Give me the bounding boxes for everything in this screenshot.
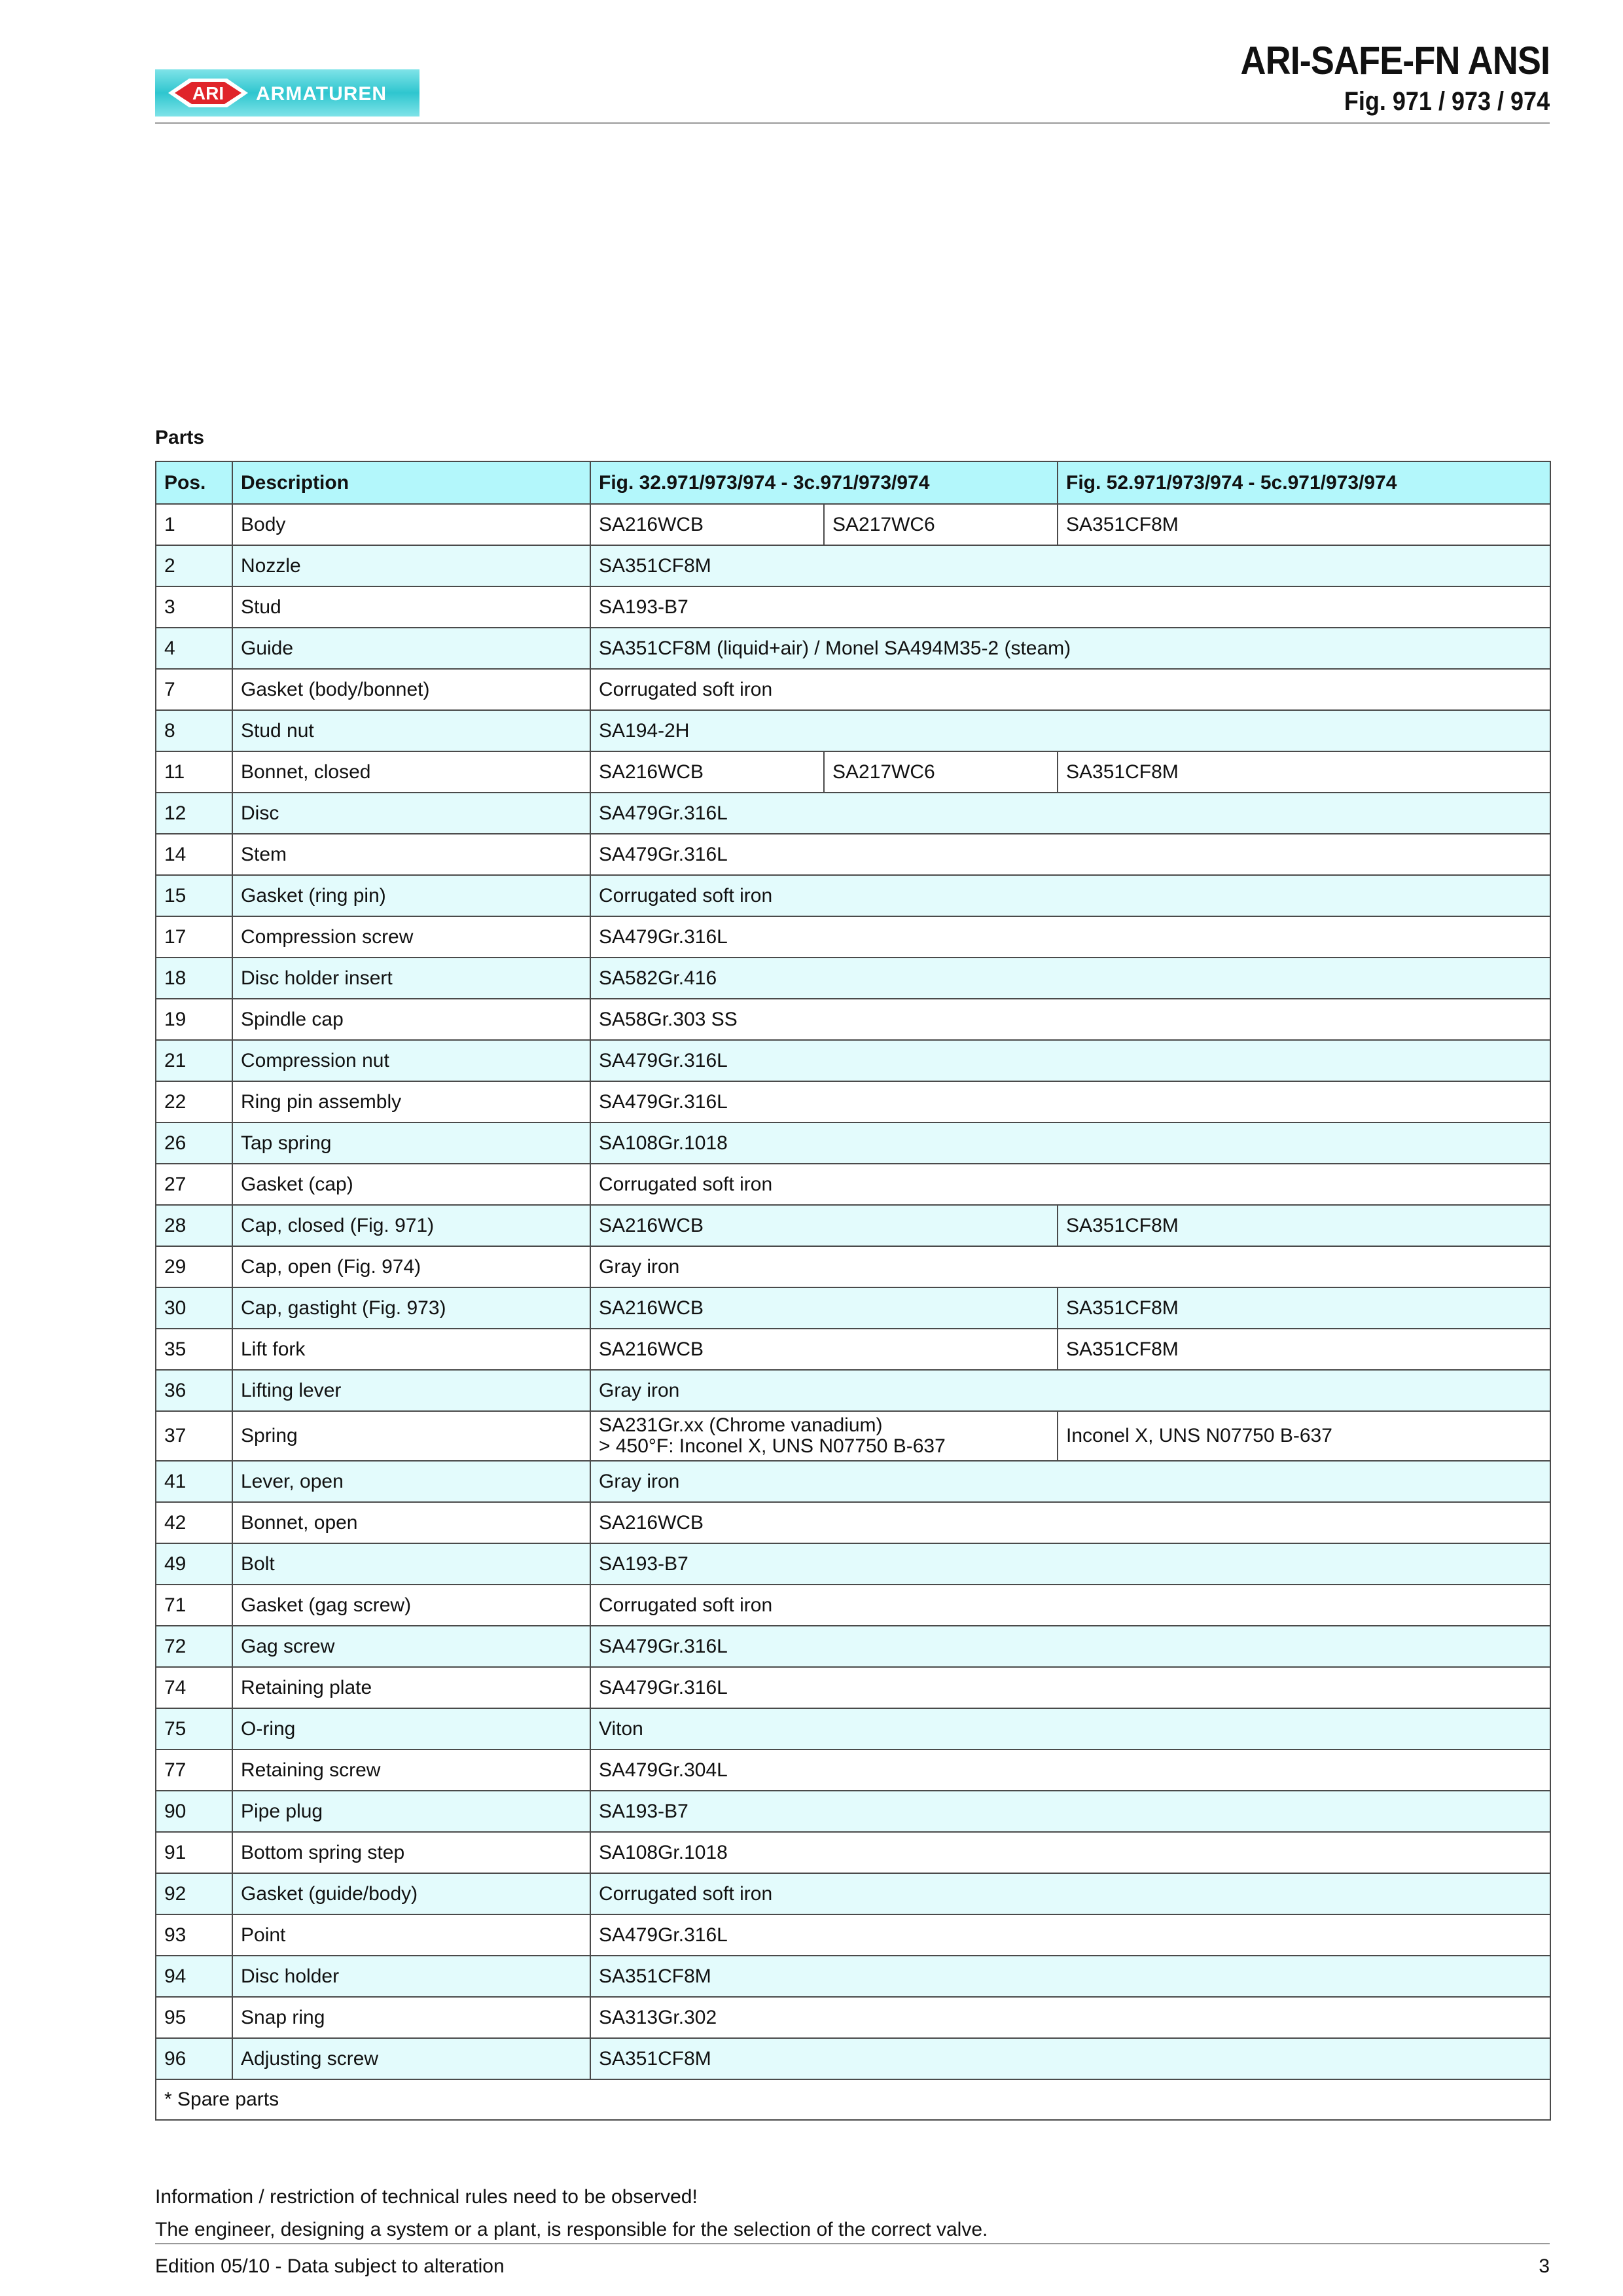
table-row bbox=[156, 1585, 1550, 1626]
cell-pos: 27 bbox=[156, 1164, 232, 1205]
cell-pos: 96 bbox=[156, 2038, 232, 2079]
cell-description: Lever, open bbox=[232, 1461, 590, 1502]
cell-pos: 37 bbox=[156, 1411, 232, 1461]
cell-material-fig32: SA216WCB bbox=[590, 1329, 1058, 1370]
cell-description: Stud bbox=[232, 586, 590, 628]
table-row bbox=[156, 1956, 1550, 1997]
cell-description: Disc holder insert bbox=[232, 958, 590, 999]
cell-description: Lift fork bbox=[232, 1329, 590, 1370]
table-row bbox=[156, 2038, 1550, 2079]
cell-material: SA479Gr.316L bbox=[590, 1626, 1550, 1667]
cell-material: SA479Gr.316L bbox=[590, 793, 1550, 834]
page-number: 3 bbox=[1539, 2255, 1550, 2277]
cell-description: Adjusting screw bbox=[232, 2038, 590, 2079]
cell-material: SA216WCB bbox=[590, 1502, 1550, 1543]
cell-pos: 3 bbox=[156, 586, 232, 628]
cell-material: Viton bbox=[590, 1708, 1550, 1749]
cell-pos: 74 bbox=[156, 1667, 232, 1708]
cell-pos: 1 bbox=[156, 504, 232, 545]
cell-description: Retaining plate bbox=[232, 1667, 590, 1708]
cell-pos: 2 bbox=[156, 545, 232, 586]
document-subtitle: Fig. 971 / 973 / 974 bbox=[1344, 87, 1550, 116]
section-title: Parts bbox=[155, 427, 205, 448]
cell-pos: 93 bbox=[156, 1914, 232, 1956]
cell-material: SA582Gr.416 bbox=[590, 958, 1550, 999]
cell-material-fig52: SA351CF8M bbox=[1058, 1205, 1550, 1246]
cell-material: SA313Gr.302 bbox=[590, 1997, 1550, 2038]
cell-material: SA351CF8M bbox=[590, 545, 1550, 586]
cell-pos: 26 bbox=[156, 1122, 232, 1164]
cell-description: Gasket (gag screw) bbox=[232, 1585, 590, 1626]
document-title-block bbox=[1206, 38, 1550, 117]
logo-ari-text: ARI bbox=[192, 83, 224, 103]
cell-description: Gasket (cap) bbox=[232, 1164, 590, 1205]
cell-material-fig32: SA216WCB bbox=[590, 1205, 1058, 1246]
cell-pos: 30 bbox=[156, 1287, 232, 1329]
cell-description: Bolt bbox=[232, 1543, 590, 1585]
table-row bbox=[156, 1246, 1550, 1287]
table-footnote: * Spare parts bbox=[156, 2079, 1550, 2120]
cell-description: Bottom spring step bbox=[232, 1832, 590, 1873]
cell-description: Gasket (guide/body) bbox=[232, 1873, 590, 1914]
cell-pos: 42 bbox=[156, 1502, 232, 1543]
cell-material-fig52: Inconel X, UNS N07750 B-637 bbox=[1058, 1411, 1550, 1461]
cell-material-fig32-a: SA216WCB bbox=[590, 504, 824, 545]
cell-description: O-ring bbox=[232, 1708, 590, 1749]
cell-description: Lifting lever bbox=[232, 1370, 590, 1411]
cell-material: SA193-B7 bbox=[590, 1791, 1550, 1832]
table-row bbox=[156, 1667, 1550, 1708]
cell-pos: 12 bbox=[156, 793, 232, 834]
cell-description: Cap, gastight (Fig. 973) bbox=[232, 1287, 590, 1329]
parts-table-body bbox=[156, 504, 1550, 2079]
table-row bbox=[156, 1914, 1550, 1956]
table-row bbox=[156, 1502, 1550, 1543]
cell-material: SA479Gr.316L bbox=[590, 1667, 1550, 1708]
cell-pos: 77 bbox=[156, 1749, 232, 1791]
cell-pos: 17 bbox=[156, 916, 232, 958]
note-line-1: Information / restriction of technical rules need to be observed! bbox=[155, 2186, 698, 2208]
cell-description: Stud nut bbox=[232, 710, 590, 751]
cell-description: Disc bbox=[232, 793, 590, 834]
cell-description: Snap ring bbox=[232, 1997, 590, 2038]
table-row bbox=[156, 1873, 1550, 1914]
table-row bbox=[156, 1370, 1550, 1411]
cell-description: Retaining screw bbox=[232, 1749, 590, 1791]
table-row bbox=[156, 1411, 1550, 1461]
cell-material: SA479Gr.316L bbox=[590, 1081, 1550, 1122]
cell-material: Gray iron bbox=[590, 1461, 1550, 1502]
cell-material-fig32: SA216WCB bbox=[590, 1287, 1058, 1329]
cell-description: Spindle cap bbox=[232, 999, 590, 1040]
table-row bbox=[156, 628, 1550, 669]
cell-description: Stem bbox=[232, 834, 590, 875]
table-row bbox=[156, 999, 1550, 1040]
table-row bbox=[156, 545, 1550, 586]
cell-material-fig32-a: SA216WCB bbox=[590, 751, 824, 793]
table-row bbox=[156, 751, 1550, 793]
cell-description: Cap, open (Fig. 974) bbox=[232, 1246, 590, 1287]
table-row bbox=[156, 1040, 1550, 1081]
table-row bbox=[156, 1081, 1550, 1122]
header-pos: Pos. bbox=[156, 461, 232, 504]
cell-description: Gasket (body/bonnet) bbox=[232, 669, 590, 710]
cell-material: SA58Gr.303 SS bbox=[590, 999, 1550, 1040]
cell-description: Spring bbox=[232, 1411, 590, 1461]
cell-pos: 22 bbox=[156, 1081, 232, 1122]
cell-material: SA479Gr.316L bbox=[590, 1914, 1550, 1956]
cell-material-fig52: SA351CF8M bbox=[1058, 504, 1550, 545]
cell-material: SA479Gr.316L bbox=[590, 834, 1550, 875]
cell-description: Bonnet, closed bbox=[232, 751, 590, 793]
cell-pos: 95 bbox=[156, 1997, 232, 2038]
cell-description: Tap spring bbox=[232, 1122, 590, 1164]
header-description: Description bbox=[232, 461, 590, 504]
cell-pos: 72 bbox=[156, 1626, 232, 1667]
cell-material: Corrugated soft iron bbox=[590, 1164, 1550, 1205]
table-row bbox=[156, 1122, 1550, 1164]
table-row bbox=[156, 710, 1550, 751]
cell-material-fig52: SA351CF8M bbox=[1058, 1287, 1550, 1329]
table-row bbox=[156, 504, 1550, 545]
cell-material: Gray iron bbox=[590, 1370, 1550, 1411]
footer-edition: Edition 05/10 - Data subject to alteration bbox=[155, 2255, 505, 2277]
header-fig-52: Fig. 52.971/973/974 - 5c.971/973/974 bbox=[1058, 461, 1550, 504]
cell-material: SA479Gr.316L bbox=[590, 916, 1550, 958]
logo-armaturen-text: ARMATUREN bbox=[256, 83, 387, 105]
cell-pos: 35 bbox=[156, 1329, 232, 1370]
table-row bbox=[156, 669, 1550, 710]
table-row bbox=[156, 1329, 1550, 1370]
cell-pos: 19 bbox=[156, 999, 232, 1040]
cell-description: Gasket (ring pin) bbox=[232, 875, 590, 916]
cell-description: Disc holder bbox=[232, 1956, 590, 1997]
table-row bbox=[156, 586, 1550, 628]
cell-description: Ring pin assembly bbox=[232, 1081, 590, 1122]
cell-description: Compression screw bbox=[232, 916, 590, 958]
table-row bbox=[156, 1997, 1550, 2038]
cell-pos: 75 bbox=[156, 1708, 232, 1749]
cell-material: SA194-2H bbox=[590, 710, 1550, 751]
cell-material: SA108Gr.1018 bbox=[590, 1832, 1550, 1873]
cell-material: Corrugated soft iron bbox=[590, 1873, 1550, 1914]
cell-material: SA351CF8M (liquid+air) / Monel SA494M35-2 (steam) bbox=[590, 628, 1550, 669]
cell-description: Nozzle bbox=[232, 545, 590, 586]
cell-description: Pipe plug bbox=[232, 1791, 590, 1832]
table-row bbox=[156, 1791, 1550, 1832]
table-row bbox=[156, 1164, 1550, 1205]
cell-pos: 7 bbox=[156, 669, 232, 710]
header-fig-32: Fig. 32.971/973/974 - 3c.971/973/974 bbox=[590, 461, 1058, 504]
table-row bbox=[156, 793, 1550, 834]
cell-pos: 28 bbox=[156, 1205, 232, 1246]
footer-divider bbox=[155, 2243, 1550, 2244]
table-row bbox=[156, 1626, 1550, 1667]
cell-material: Gray iron bbox=[590, 1246, 1550, 1287]
cell-material: SA479Gr.304L bbox=[590, 1749, 1550, 1791]
cell-material: SA193-B7 bbox=[590, 1543, 1550, 1585]
table-header-row bbox=[156, 461, 1550, 504]
cell-pos: 14 bbox=[156, 834, 232, 875]
cell-pos: 49 bbox=[156, 1543, 232, 1585]
cell-pos: 71 bbox=[156, 1585, 232, 1626]
cell-material-fig32 bbox=[590, 1411, 1058, 1461]
cell-pos: 94 bbox=[156, 1956, 232, 1997]
cell-material-fig32-b: SA217WC6 bbox=[824, 504, 1058, 545]
cell-pos: 8 bbox=[156, 710, 232, 751]
note-line-2: The engineer, designing a system or a plant, is responsible for the selection of the correct valve. bbox=[155, 2219, 988, 2240]
cell-description: Point bbox=[232, 1914, 590, 1956]
table-row bbox=[156, 1205, 1550, 1246]
table-row bbox=[156, 958, 1550, 999]
cell-description: Compression nut bbox=[232, 1040, 590, 1081]
cell-material-fig52: SA351CF8M bbox=[1058, 1329, 1550, 1370]
material-line-1: SA231Gr.xx (Chrome vanadium) bbox=[599, 1414, 883, 1436]
cell-description: Bonnet, open bbox=[232, 1502, 590, 1543]
header-divider bbox=[155, 122, 1550, 124]
parts-table bbox=[155, 461, 1551, 2121]
table-row bbox=[156, 1287, 1550, 1329]
cell-material-fig52: SA351CF8M bbox=[1058, 751, 1550, 793]
table-row bbox=[156, 1749, 1550, 1791]
cell-pos: 91 bbox=[156, 1832, 232, 1873]
cell-pos: 36 bbox=[156, 1370, 232, 1411]
table-row bbox=[156, 834, 1550, 875]
material-line-2: > 450°F: Inconel X, UNS N07750 B-637 bbox=[599, 1435, 946, 1457]
cell-material-fig32-b: SA217WC6 bbox=[824, 751, 1058, 793]
table-footnote-row bbox=[156, 2079, 1550, 2120]
cell-material: SA193-B7 bbox=[590, 586, 1550, 628]
table-row bbox=[156, 916, 1550, 958]
table-row bbox=[156, 1461, 1550, 1502]
cell-material: SA479Gr.316L bbox=[590, 1040, 1550, 1081]
document-title: ARI-SAFE-FN ANSI bbox=[1240, 39, 1550, 82]
cell-description: Guide bbox=[232, 628, 590, 669]
table-row bbox=[156, 1708, 1550, 1749]
cell-pos: 90 bbox=[156, 1791, 232, 1832]
cell-pos: 21 bbox=[156, 1040, 232, 1081]
table-row bbox=[156, 1832, 1550, 1873]
cell-material: SA351CF8M bbox=[590, 1956, 1550, 1997]
cell-material: Corrugated soft iron bbox=[590, 1585, 1550, 1626]
cell-pos: 11 bbox=[156, 751, 232, 793]
cell-pos: 18 bbox=[156, 958, 232, 999]
cell-description: Gag screw bbox=[232, 1626, 590, 1667]
cell-material: Corrugated soft iron bbox=[590, 669, 1550, 710]
cell-pos: 4 bbox=[156, 628, 232, 669]
cell-material: SA351CF8M bbox=[590, 2038, 1550, 2079]
cell-pos: 15 bbox=[156, 875, 232, 916]
cell-pos: 41 bbox=[156, 1461, 232, 1502]
cell-pos: 92 bbox=[156, 1873, 232, 1914]
cell-description: Cap, closed (Fig. 971) bbox=[232, 1205, 590, 1246]
table-row bbox=[156, 875, 1550, 916]
ari-armaturen-logo bbox=[155, 69, 419, 117]
cell-pos: 29 bbox=[156, 1246, 232, 1287]
cell-material: SA108Gr.1018 bbox=[590, 1122, 1550, 1164]
cell-description: Body bbox=[232, 504, 590, 545]
table-row bbox=[156, 1543, 1550, 1585]
cell-material: Corrugated soft iron bbox=[590, 875, 1550, 916]
